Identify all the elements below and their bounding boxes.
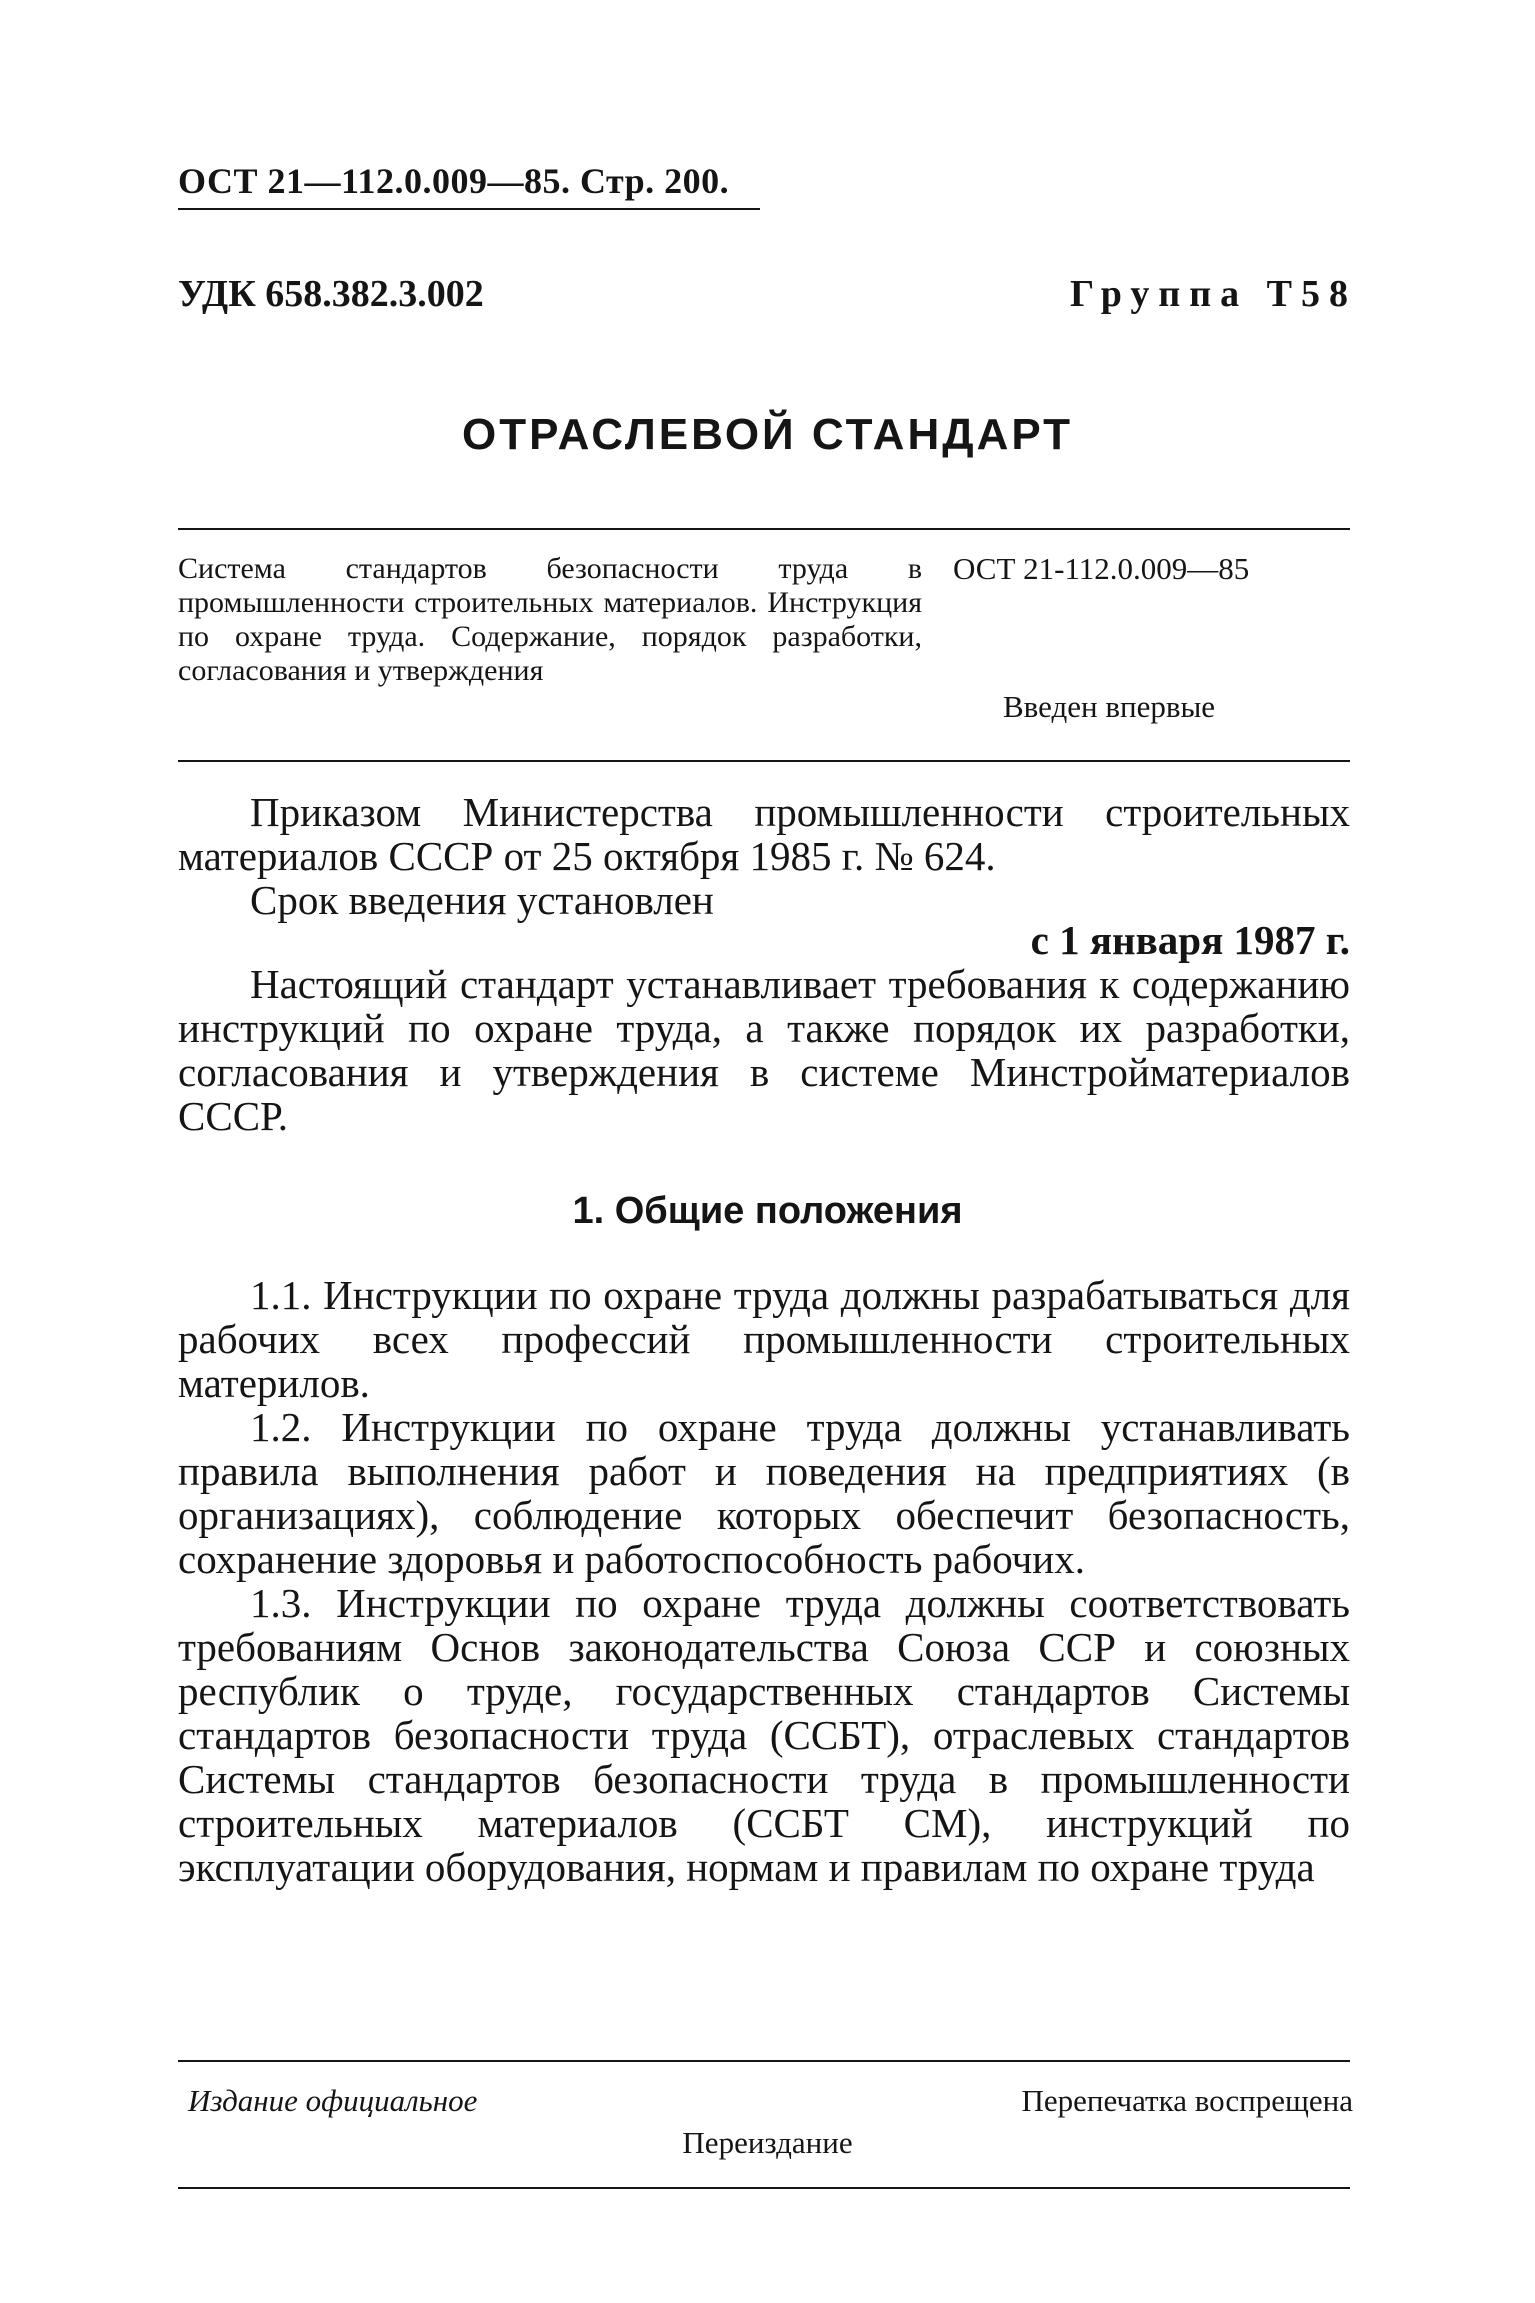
standard-description: Система стандартов безопасности труда в промышленности строительных материалов. Инструкция по охране труда. Содержание, порядок разработки, согласования и утверждения — [178, 552, 922, 687]
top-rule — [178, 528, 1350, 530]
term-paragraph: Срок введения установлен — [250, 877, 714, 923]
document-title: ОТРАСЛЕВОЙ СТАНДАРТ — [461, 410, 1074, 459]
footer-bottom-rule — [178, 2187, 1350, 2189]
effective-date: с 1 января 1987 г. — [1030, 917, 1350, 963]
udk-code: УДК 658.382.3.002 — [178, 273, 484, 315]
clause-1-1: 1.1. Инструкции по охране труда должны разрабатываться для рабочих всех профессий промышленности строительных материлов. — [178, 1272, 1350, 1406]
standard-code: ОСТ 21-112.0.009—85 — [953, 551, 1250, 586]
intro-scope-block — [178, 962, 1350, 1138]
clause-1-3: 1.3. Инструкции по охране труда должны соответствовать требованиям Основ законодательства Союза ССР и союзных республик о труде, государственных стандартов Системы стандартов безопасности труда (ССБТ), отраслевых стандартов Системы стандартов безопасности труда в промышленности строительных материалов (ССБТ СМ), инструкций по эксплуатации оборудования, нормам и правилам по охране труда — [178, 1580, 1350, 1890]
reissue-label: Переиздание — [682, 2125, 853, 2160]
header-rule — [178, 208, 760, 210]
group-code: Группа Т58 — [1069, 273, 1357, 315]
intro-order-block — [178, 790, 1350, 922]
footer-top-rule — [178, 2060, 1350, 2062]
bottom-rule — [178, 760, 1350, 762]
scope-paragraph: Настоящий стандарт устанавливает требования к содержанию инструкций по охране труда, а также порядок их разработки, согласования и утверждения в системе Минстройматериалов СССР. — [178, 961, 1350, 1139]
running-header: ОСТ 21—112.0.009—85. Стр. 200. — [178, 161, 730, 201]
clause-1-2: 1.2. Инструкции по охране труда должны устанавливать правила выполнения работ и поведения на предприятиях (в организациях), соблюдение которых обеспечит безопасность, сохранение здоровья и работоспособность рабочих. — [178, 1404, 1350, 1582]
reprint-notice: Перепечатка воспрещена — [1021, 2083, 1353, 2118]
section-heading: 1. Общие положения — [572, 1190, 963, 1232]
order-paragraph: Приказом Министерства промышленности строительных материалов СССР от 25 октября 1985 г. № 624. — [178, 789, 1350, 879]
standard-note: Введен впервые — [1003, 689, 1216, 724]
section-body — [178, 1273, 1350, 1889]
edition-label: Издание официальное — [188, 2083, 478, 2118]
